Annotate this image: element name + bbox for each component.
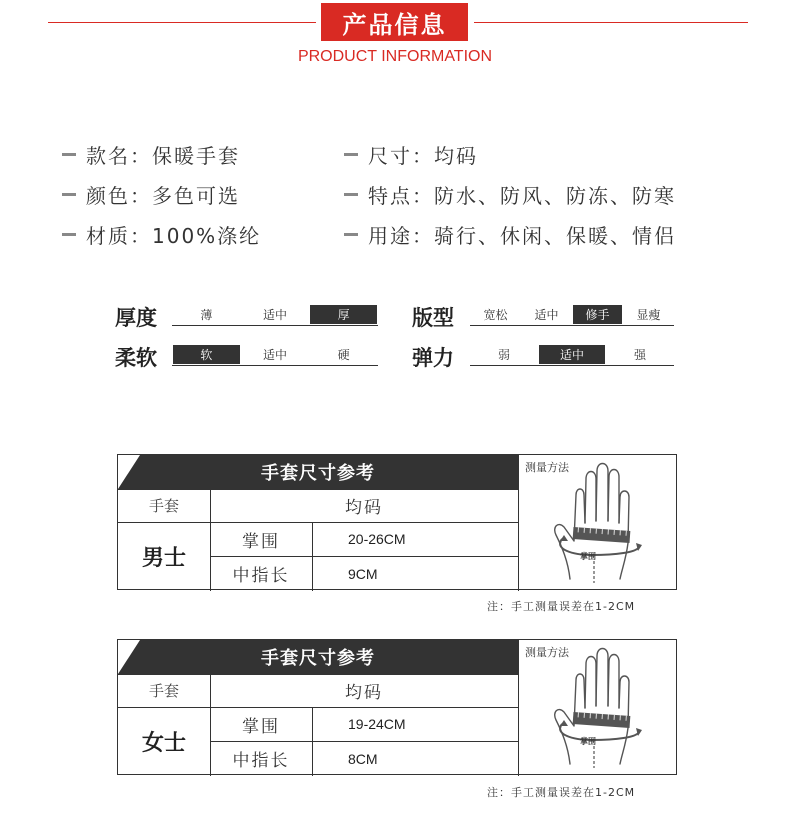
size-table-men: [117, 454, 677, 590]
table-title: 手套尺寸参考: [118, 455, 518, 489]
measure-method-label: 测量方法: [525, 461, 569, 474]
scale-softness: [172, 345, 378, 366]
row-value: 19-24CM: [348, 716, 406, 732]
col-header-size: 均码: [345, 498, 383, 518]
scale-option: 适中: [534, 308, 559, 322]
col-header-size: 均码: [345, 683, 383, 703]
row-value: 20-26CM: [348, 531, 406, 547]
dash-icon: [344, 153, 358, 156]
size-table-women: [117, 639, 677, 775]
scale-option: 软: [173, 345, 240, 364]
scale-option: 弱: [497, 348, 510, 362]
info-value: 均码: [434, 144, 478, 168]
row-name: 掌围: [242, 716, 280, 737]
measure-method-label: 测量方法: [525, 646, 569, 659]
scale-label-elasticity: 弹力: [412, 346, 454, 370]
info-label: 特点：: [368, 184, 434, 208]
info-item-name: [62, 140, 240, 169]
scale-option: 适中: [263, 348, 288, 362]
info-label: 用途：: [368, 224, 434, 248]
dash-icon: [62, 153, 76, 156]
row-name: 中指长: [232, 566, 290, 586]
section-title: 产品信息: [321, 3, 468, 41]
scale-option: 适中: [263, 308, 288, 322]
scale-label-thickness: 厚度: [115, 306, 157, 330]
measure-note: 注：手工测量误差在1-2CM: [487, 786, 636, 799]
scale-option: 修手: [573, 305, 622, 324]
hand-label: 掌围: [580, 737, 596, 746]
hand-measure-icon: [548, 646, 668, 772]
info-item-material: [62, 220, 261, 249]
header-line-left: [48, 22, 316, 23]
scale-option: 显瘦: [636, 308, 661, 322]
col-header-glove: 手套: [148, 682, 179, 700]
info-label: 尺寸：: [368, 144, 434, 168]
scale-elasticity: [470, 345, 674, 366]
grid-line: [518, 640, 519, 776]
tape-band: [573, 712, 631, 728]
info-value: 防水、防风、防冻、防寒: [434, 184, 676, 208]
scale-option: 宽松: [483, 308, 508, 322]
section-subtitle: PRODUCT INFORMATION: [297, 48, 493, 65]
tape-band: [573, 527, 631, 543]
row-name: 掌围: [242, 531, 280, 552]
col-header-glove: 手套: [148, 497, 179, 515]
dash-icon: [344, 233, 358, 236]
scale-label-fit: 版型: [412, 306, 454, 330]
info-item-features: [344, 180, 676, 209]
hand-measure-icon: [548, 461, 668, 587]
measure-note: 注：手工测量误差在1-2CM: [487, 600, 636, 613]
info-value: 骑行、休闲、保暖、情侣: [434, 224, 676, 248]
grid-line: [518, 455, 519, 591]
info-item-color: [62, 180, 240, 209]
info-label: 款名：: [86, 144, 152, 168]
row-value: 9CM: [348, 565, 378, 582]
info-item-usage: [344, 220, 676, 249]
scale-option: 强: [633, 348, 646, 362]
dash-icon: [344, 193, 358, 196]
row-name: 中指长: [232, 751, 290, 771]
info-label: 材质：: [86, 224, 152, 248]
scale-thickness: [172, 305, 378, 326]
gender-label: 女士: [141, 730, 186, 756]
scale-option: 硬: [337, 348, 350, 362]
header-line-right: [474, 22, 748, 23]
info-item-size: [344, 140, 478, 169]
info-label: 颜色：: [86, 184, 152, 208]
scale-option: 薄: [200, 308, 213, 322]
row-value: 8CM: [348, 750, 378, 767]
dash-icon: [62, 233, 76, 236]
info-value: 100%涤纶: [152, 224, 262, 248]
title-notch: [118, 640, 140, 674]
scale-option: 厚: [310, 305, 377, 324]
scale-option: 适中: [539, 345, 605, 364]
hand-label: 掌围: [580, 552, 596, 561]
table-title: 手套尺寸参考: [118, 640, 518, 674]
info-value: 保暖手套: [152, 144, 240, 168]
scale-fit: [470, 305, 674, 326]
title-notch: [118, 455, 140, 489]
gender-label: 男士: [141, 545, 186, 571]
info-value: 多色可选: [152, 184, 240, 208]
dash-icon: [62, 193, 76, 196]
scale-label-softness: 柔软: [115, 346, 157, 370]
